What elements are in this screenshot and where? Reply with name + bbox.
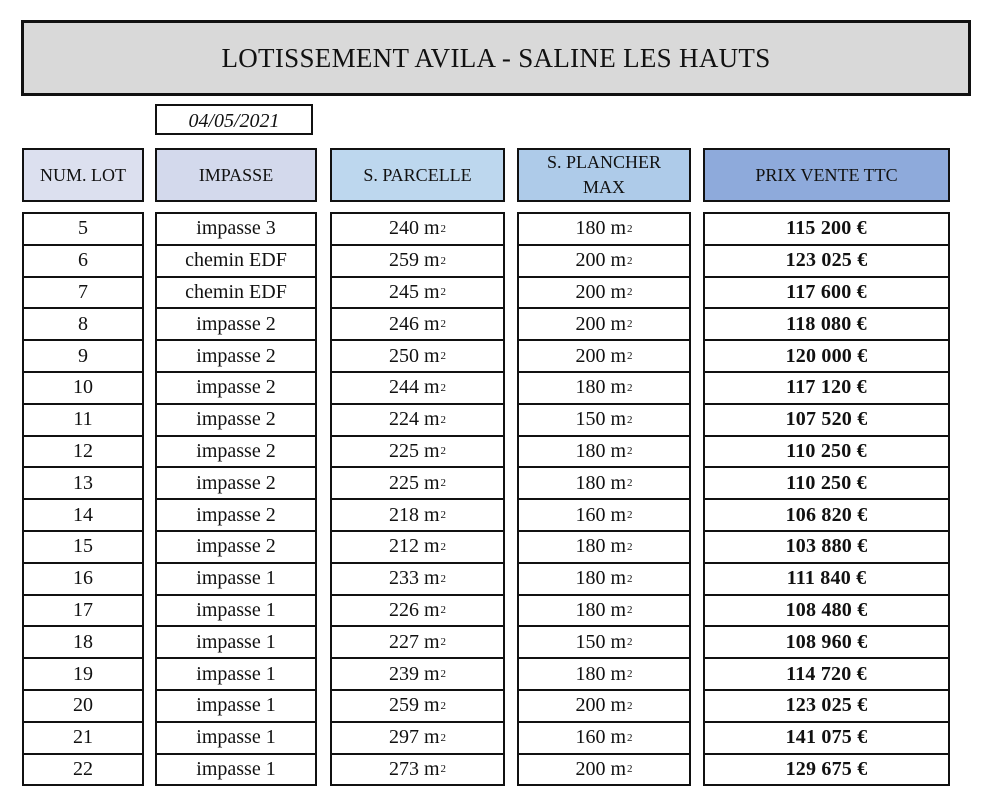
table-cell-lot	[24, 246, 142, 278]
cell-value: chemin EDF	[185, 249, 287, 272]
unit-exponent: 2	[627, 572, 633, 585]
table-cell-prix	[705, 437, 948, 469]
table-cell-parcelle	[332, 437, 503, 469]
table-cell-lot	[24, 755, 142, 787]
unit-exponent: 2	[627, 254, 633, 267]
table-cell-plancher	[519, 755, 689, 787]
table-cell-impasse	[157, 278, 315, 310]
table-cell-prix	[705, 596, 948, 628]
header-impasse-label: IMPASSE	[198, 164, 274, 185]
table-cell-parcelle	[332, 691, 503, 723]
cell-value: 244	[388, 376, 419, 399]
table-cell-prix	[705, 309, 948, 341]
table-cell-prix	[705, 278, 948, 310]
cell-value: 107 520 €	[785, 408, 868, 431]
cell-value: 180	[575, 376, 606, 399]
unit-label: m	[418, 249, 440, 272]
cell-value: impasse 3	[196, 217, 276, 240]
table-cell-impasse	[157, 246, 315, 278]
cell-value: 180	[575, 598, 606, 621]
table-cell-prix	[705, 246, 948, 278]
unit-exponent: 2	[440, 509, 447, 522]
cell-value: 8	[78, 312, 88, 335]
table-cell-impasse	[157, 373, 315, 405]
cell-value: 19	[73, 662, 93, 685]
cell-value: 180	[575, 471, 606, 494]
cell-value: 246	[388, 312, 419, 335]
unit-label: m	[605, 471, 627, 494]
table-cell-plancher	[519, 627, 689, 659]
table-cell-lot	[24, 723, 142, 755]
table-cell-impasse	[157, 405, 315, 437]
unit-exponent: 2	[627, 350, 633, 363]
table-cell-parcelle	[332, 627, 503, 659]
unit-exponent: 2	[440, 731, 447, 744]
unit-label: m	[605, 598, 627, 621]
table-cell-prix	[705, 691, 948, 723]
cell-value: 6	[78, 249, 88, 272]
cell-value: 111 840 €	[786, 567, 867, 590]
cell-value: impasse 2	[196, 503, 276, 526]
cell-value: 10	[73, 376, 93, 399]
page-title: LOTISSEMENT AVILA - SALINE LES HAUTS	[21, 20, 971, 96]
table-cell-prix	[705, 532, 948, 564]
header-parcelle-label: S. PARCELLE	[363, 164, 472, 185]
unit-label: m	[418, 280, 440, 303]
column-body-prix	[703, 212, 950, 786]
header-plancher	[517, 148, 691, 202]
table-cell-impasse	[157, 659, 315, 691]
table-cell-prix	[705, 373, 948, 405]
table-cell-prix	[705, 564, 948, 596]
cell-value: 212	[388, 535, 419, 558]
table-cell-plancher	[519, 532, 689, 564]
cell-value: 180	[575, 439, 606, 462]
unit-label: m	[605, 217, 627, 240]
unit-label: m	[418, 217, 440, 240]
table-cell-plancher	[519, 437, 689, 469]
cell-value: 297	[388, 726, 419, 749]
table-cell-parcelle	[332, 278, 503, 310]
table-cell-plancher	[519, 659, 689, 691]
cell-value: 141 075 €	[785, 726, 868, 749]
cell-value: 180	[575, 217, 606, 240]
cell-value: 160	[575, 726, 606, 749]
unit-label: m	[418, 376, 440, 399]
table-cell-parcelle	[332, 659, 503, 691]
table-cell-impasse	[157, 596, 315, 628]
unit-label: m	[605, 344, 627, 367]
cell-value: 239	[388, 662, 419, 685]
cell-value: impasse 1	[196, 630, 276, 653]
unit-label: m	[605, 630, 627, 653]
unit-exponent: 2	[440, 254, 447, 267]
cell-value: 200	[575, 280, 606, 303]
cell-value: impasse 2	[196, 535, 276, 558]
cell-value: 5	[78, 217, 88, 240]
cell-value: 160	[575, 503, 606, 526]
cell-value: 17	[73, 598, 93, 621]
table-cell-prix	[705, 468, 948, 500]
cell-value: 21	[73, 726, 93, 749]
unit-exponent: 2	[440, 445, 447, 458]
header-num-lot-label: NUM. LOT	[40, 164, 126, 185]
table-cell-parcelle	[332, 564, 503, 596]
table-cell-parcelle	[332, 309, 503, 341]
unit-label: m	[418, 662, 440, 685]
table-cell-lot	[24, 405, 142, 437]
table-cell-lot	[24, 468, 142, 500]
unit-exponent: 2	[440, 222, 447, 235]
cell-value: 180	[575, 662, 606, 685]
table-cell-parcelle	[332, 246, 503, 278]
table-cell-prix	[705, 755, 948, 787]
cell-value: 150	[575, 408, 606, 431]
column-prix	[703, 148, 950, 786]
cell-value: 224	[388, 408, 419, 431]
column-body-impasse	[155, 212, 317, 786]
cell-value: 129 675 €	[785, 757, 868, 780]
table-cell-impasse	[157, 500, 315, 532]
cell-value: 123 025 €	[785, 249, 868, 272]
column-parcelle	[330, 148, 505, 786]
cell-value: 110 250 €	[786, 471, 867, 494]
unit-exponent: 2	[627, 731, 633, 744]
cell-value: 120 000 €	[785, 344, 868, 367]
table-cell-impasse	[157, 437, 315, 469]
unit-exponent: 2	[627, 445, 633, 458]
unit-exponent: 2	[627, 668, 633, 681]
cell-value: 15	[73, 535, 93, 558]
unit-exponent: 2	[440, 540, 447, 553]
cell-value: impasse 1	[196, 598, 276, 621]
table-cell-prix	[705, 500, 948, 532]
column-body-plancher	[517, 212, 691, 786]
header-plancher-label-line1: S. PLANCHER	[546, 152, 662, 172]
cell-value: 180	[575, 567, 606, 590]
cell-value: 108 480 €	[785, 598, 868, 621]
unit-label: m	[418, 694, 440, 717]
cell-value: 103 880 €	[785, 535, 868, 558]
cell-value: 227	[388, 630, 419, 653]
header-plancher-label-line2: MAX	[582, 177, 625, 197]
table-cell-prix	[705, 214, 948, 246]
header-prix	[703, 148, 950, 202]
column-body-num-lot	[22, 212, 144, 786]
unit-label: m	[418, 567, 440, 590]
table-cell-impasse	[157, 341, 315, 373]
table-cell-lot	[24, 500, 142, 532]
unit-label: m	[605, 503, 627, 526]
unit-label: m	[605, 662, 627, 685]
table-cell-prix	[705, 627, 948, 659]
unit-exponent: 2	[440, 318, 447, 331]
unit-exponent: 2	[440, 413, 447, 426]
cell-value: 200	[575, 344, 606, 367]
cell-value: 200	[575, 249, 606, 272]
table-cell-lot	[24, 341, 142, 373]
table-cell-plancher	[519, 596, 689, 628]
table-cell-plancher	[519, 214, 689, 246]
unit-label: m	[418, 503, 440, 526]
cell-value: impasse 2	[196, 344, 276, 367]
cell-value: 273	[388, 757, 419, 780]
unit-exponent: 2	[440, 381, 447, 394]
unit-exponent: 2	[440, 350, 447, 363]
table-cell-impasse	[157, 309, 315, 341]
unit-label: m	[418, 598, 440, 621]
cell-value: 115 200 €	[786, 217, 867, 240]
table-cell-plancher	[519, 373, 689, 405]
table-cell-plancher	[519, 468, 689, 500]
unit-label: m	[605, 376, 627, 399]
unit-exponent: 2	[440, 668, 447, 681]
unit-label: m	[605, 535, 627, 558]
table-cell-plancher	[519, 691, 689, 723]
unit-label: m	[418, 312, 440, 335]
unit-label: m	[418, 344, 440, 367]
cell-value: 225	[388, 471, 419, 494]
cell-value: 14	[73, 503, 93, 526]
header-num-lot	[22, 148, 144, 202]
table-cell-plancher	[519, 564, 689, 596]
unit-exponent: 2	[440, 763, 447, 776]
unit-exponent: 2	[627, 636, 633, 649]
unit-exponent: 2	[440, 604, 447, 617]
table-cell-plancher	[519, 723, 689, 755]
unit-exponent: 2	[627, 604, 633, 617]
cell-value: 18	[73, 630, 93, 653]
table-cell-impasse	[157, 691, 315, 723]
table-cell-parcelle	[332, 214, 503, 246]
table-cell-plancher	[519, 309, 689, 341]
cell-value: 117 120 €	[786, 376, 867, 399]
table-cell-lot	[24, 691, 142, 723]
column-body-parcelle	[330, 212, 505, 786]
unit-exponent: 2	[440, 286, 447, 299]
unit-exponent: 2	[440, 572, 447, 585]
cell-value: 150	[575, 630, 606, 653]
cell-value: 259	[388, 249, 419, 272]
table-cell-plancher	[519, 278, 689, 310]
column-impasse	[155, 148, 317, 786]
cell-value: 106 820 €	[785, 503, 868, 526]
cell-value: 200	[575, 694, 606, 717]
cell-value: 12	[73, 439, 93, 462]
table-cell-prix	[705, 341, 948, 373]
date-label: 04/05/2021	[155, 104, 313, 135]
unit-label: m	[418, 471, 440, 494]
table-cell-prix	[705, 659, 948, 691]
cell-value: 200	[575, 312, 606, 335]
unit-label: m	[418, 726, 440, 749]
cell-value: 16	[73, 567, 93, 590]
table-cell-impasse	[157, 214, 315, 246]
unit-label: m	[605, 312, 627, 335]
cell-value: 13	[73, 471, 93, 494]
unit-exponent: 2	[627, 222, 633, 235]
unit-exponent: 2	[440, 699, 447, 712]
table-cell-parcelle	[332, 723, 503, 755]
table-cell-lot	[24, 627, 142, 659]
cell-value: 9	[78, 344, 88, 367]
cell-value: 22	[73, 757, 93, 780]
cell-value: 20	[73, 694, 93, 717]
cell-value: impasse 1	[196, 726, 276, 749]
column-plancher	[517, 148, 691, 786]
unit-exponent: 2	[440, 636, 447, 649]
cell-value: 225	[388, 439, 419, 462]
cell-value: 11	[73, 408, 93, 431]
cell-value: 218	[388, 503, 419, 526]
unit-label: m	[418, 757, 440, 780]
cell-value: impasse 1	[196, 694, 276, 717]
cell-value: 226	[388, 598, 419, 621]
unit-exponent: 2	[627, 477, 633, 490]
cell-value: 259	[388, 694, 419, 717]
cell-value: 123 025 €	[785, 694, 868, 717]
cell-value: 108 960 €	[785, 630, 868, 653]
cell-value: 7	[78, 280, 88, 303]
cell-value: 114 720 €	[786, 662, 867, 685]
column-num-lot	[22, 148, 144, 786]
table-cell-prix	[705, 405, 948, 437]
unit-exponent: 2	[627, 286, 633, 299]
table-cell-impasse	[157, 468, 315, 500]
header-impasse	[155, 148, 317, 202]
unit-exponent: 2	[627, 540, 633, 553]
cell-value: impasse 2	[196, 439, 276, 462]
cell-value: 245	[388, 280, 419, 303]
cell-value: 118 080 €	[786, 312, 867, 335]
table-cell-lot	[24, 564, 142, 596]
unit-label: m	[605, 726, 627, 749]
unit-exponent: 2	[627, 381, 633, 394]
cell-value: impasse 2	[196, 312, 276, 335]
cell-value: impasse 1	[196, 567, 276, 590]
table-cell-parcelle	[332, 596, 503, 628]
unit-label: m	[418, 439, 440, 462]
cell-value: impasse 1	[196, 757, 276, 780]
table-cell-lot	[24, 278, 142, 310]
table-cell-parcelle	[332, 468, 503, 500]
table-cell-impasse	[157, 627, 315, 659]
unit-exponent: 2	[627, 763, 633, 776]
table-cell-plancher	[519, 405, 689, 437]
table-cell-parcelle	[332, 500, 503, 532]
cell-value: 240	[388, 217, 419, 240]
unit-label: m	[605, 757, 627, 780]
cell-value: 200	[575, 757, 606, 780]
unit-label: m	[605, 408, 627, 431]
unit-label: m	[605, 567, 627, 590]
unit-label: m	[605, 280, 627, 303]
unit-label: m	[418, 630, 440, 653]
unit-label: m	[605, 694, 627, 717]
table-cell-lot	[24, 309, 142, 341]
table-cell-parcelle	[332, 373, 503, 405]
table-cell-plancher	[519, 500, 689, 532]
header-prix-label: PRIX VENTE TTC	[755, 164, 898, 185]
table-cell-parcelle	[332, 532, 503, 564]
unit-label: m	[418, 408, 440, 431]
unit-label: m	[605, 439, 627, 462]
cell-value: 233	[388, 567, 419, 590]
table-cell-parcelle	[332, 755, 503, 787]
table-cell-impasse	[157, 564, 315, 596]
cell-value: impasse 2	[196, 471, 276, 494]
unit-label: m	[605, 249, 627, 272]
cell-value: 180	[575, 535, 606, 558]
table-cell-lot	[24, 214, 142, 246]
table-cell-lot	[24, 373, 142, 405]
table-cell-parcelle	[332, 405, 503, 437]
cell-value: impasse 1	[196, 662, 276, 685]
cell-value: impasse 2	[196, 376, 276, 399]
cell-value: chemin EDF	[185, 280, 287, 303]
table-cell-plancher	[519, 246, 689, 278]
unit-exponent: 2	[627, 699, 633, 712]
table-cell-prix	[705, 723, 948, 755]
cell-value: 117 600 €	[786, 280, 867, 303]
cell-value: 110 250 €	[786, 439, 867, 462]
table-cell-parcelle	[332, 341, 503, 373]
header-parcelle	[330, 148, 505, 202]
unit-exponent: 2	[440, 477, 447, 490]
unit-exponent: 2	[627, 318, 633, 331]
unit-exponent: 2	[627, 509, 633, 522]
cell-value: impasse 2	[196, 408, 276, 431]
unit-exponent: 2	[627, 413, 633, 426]
table-cell-impasse	[157, 755, 315, 787]
table-cell-lot	[24, 532, 142, 564]
table-cell-impasse	[157, 723, 315, 755]
table-cell-lot	[24, 659, 142, 691]
unit-label: m	[418, 535, 440, 558]
table-cell-plancher	[519, 341, 689, 373]
cell-value: 250	[388, 344, 419, 367]
table-cell-lot	[24, 596, 142, 628]
table-cell-impasse	[157, 532, 315, 564]
table-cell-lot	[24, 437, 142, 469]
